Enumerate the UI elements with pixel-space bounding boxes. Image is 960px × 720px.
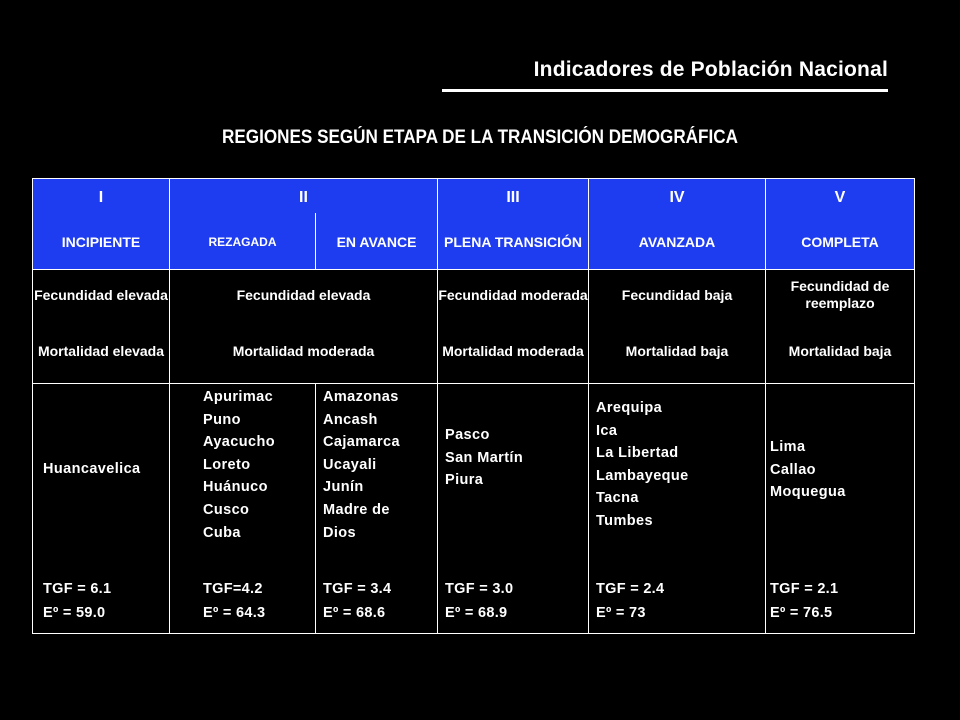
col-divider [315, 383, 316, 633]
region-name: Lambayeque [596, 467, 689, 484]
mortality-cell: Mortalidad elevada [37, 342, 165, 359]
fertility-cell: Fecundidad de reemplazo [790, 278, 890, 311]
region-list [445, 424, 523, 492]
stage-number: I [98, 188, 104, 206]
region-name: Ica [596, 422, 618, 439]
stats-cell [770, 577, 838, 625]
life-expectancy-value: Eº = 68.9 [445, 605, 508, 621]
life-expectancy-value: Eº = 73 [596, 605, 646, 621]
region-name: Ancash [323, 411, 378, 428]
region-name: Loreto [203, 456, 251, 473]
region-name: Moquegua [770, 484, 846, 501]
region-name: Ucayali [323, 456, 377, 473]
stage-name: COMPLETA [801, 233, 879, 250]
life-expectancy-value: Eº = 64.3 [203, 605, 266, 621]
region-name: Madre de [323, 501, 390, 518]
page-title: Indicadores de Población Nacional [533, 58, 888, 81]
mortality-cell: Mortalidad moderada [442, 342, 584, 359]
stage-name: AVANZADA [638, 233, 716, 250]
region-name: Puno [203, 411, 241, 428]
life-expectancy-value: Eº = 59.0 [43, 605, 106, 621]
mortality-cell: Mortalidad baja [788, 342, 892, 359]
region-name: San Martín [445, 449, 524, 466]
life-expectancy-value: Eº = 76.5 [770, 605, 833, 621]
region-name: Junín [323, 479, 364, 496]
stats-cell [43, 577, 111, 625]
region-name: Apurimac [203, 389, 274, 405]
region-name: Huánuco [203, 479, 268, 496]
table-title: REGIONES SEGÚN ETAPA DE LA TRANSICIÓN DEMOGRÁFICA [222, 127, 738, 148]
mortality-cell: Mortalidad baja [625, 342, 729, 359]
region-name: Ayacucho [203, 434, 275, 451]
fertility-cell: Fecundidad moderada [438, 286, 588, 303]
title-underline [442, 89, 888, 92]
stage-name: PLENA TRANSICIÓN [444, 233, 582, 250]
stats-cell [323, 577, 391, 625]
fertility-cell: Fecundidad elevada [236, 286, 371, 303]
region-list [203, 386, 275, 544]
region-name: Cusco [203, 501, 250, 518]
fertility-cell: Fecundidad baja [621, 286, 733, 303]
stage-name: EN AVANCE [336, 233, 417, 250]
region-name: Dios [323, 524, 357, 541]
region-list [596, 397, 689, 533]
stage-number: IV [669, 188, 685, 206]
tgf-value: TGF = 2.1 [770, 581, 839, 597]
stats-cell [596, 577, 664, 625]
region-name: Tacna [596, 490, 639, 507]
tgf-value: TGF = 3.0 [445, 581, 514, 597]
region-name: Lima [770, 439, 806, 455]
transition-table [32, 178, 915, 634]
stage-name: REZAGADA [208, 234, 277, 249]
stage-number: II [299, 188, 308, 206]
region-name: Cuba [203, 524, 241, 541]
stage-number: III [506, 188, 520, 206]
region-name: Arequipa [596, 400, 663, 416]
mortality-cell: Mortalidad moderada [232, 342, 375, 359]
tgf-value: TGF = 2.4 [596, 581, 665, 597]
stats-cell [445, 577, 513, 625]
region-list [770, 436, 846, 504]
region-name: Piura [445, 472, 484, 489]
body-divider [33, 383, 914, 384]
region-name: Tumbes [596, 512, 653, 529]
region-list [43, 458, 141, 481]
fertility-cell: Fecundidad elevada [34, 286, 168, 303]
region-name: Pasco [445, 427, 490, 443]
header-divider [33, 269, 914, 270]
region-list [323, 386, 400, 544]
tgf-value: TGF = 6.1 [43, 581, 112, 597]
stage-number: V [834, 188, 846, 206]
region-name: Callao [770, 461, 816, 478]
stats-cell [203, 577, 265, 625]
life-expectancy-value: Eº = 68.6 [323, 605, 386, 621]
region-name: Huancavelica [43, 461, 141, 477]
tgf-value: TGF=4.2 [203, 581, 263, 597]
region-name: La Libertad [596, 445, 679, 462]
region-name: Cajamarca [323, 434, 400, 451]
region-name: Amazonas [323, 389, 399, 405]
tgf-value: TGF = 3.4 [323, 581, 392, 597]
stage-name: INCIPIENTE [61, 233, 141, 250]
